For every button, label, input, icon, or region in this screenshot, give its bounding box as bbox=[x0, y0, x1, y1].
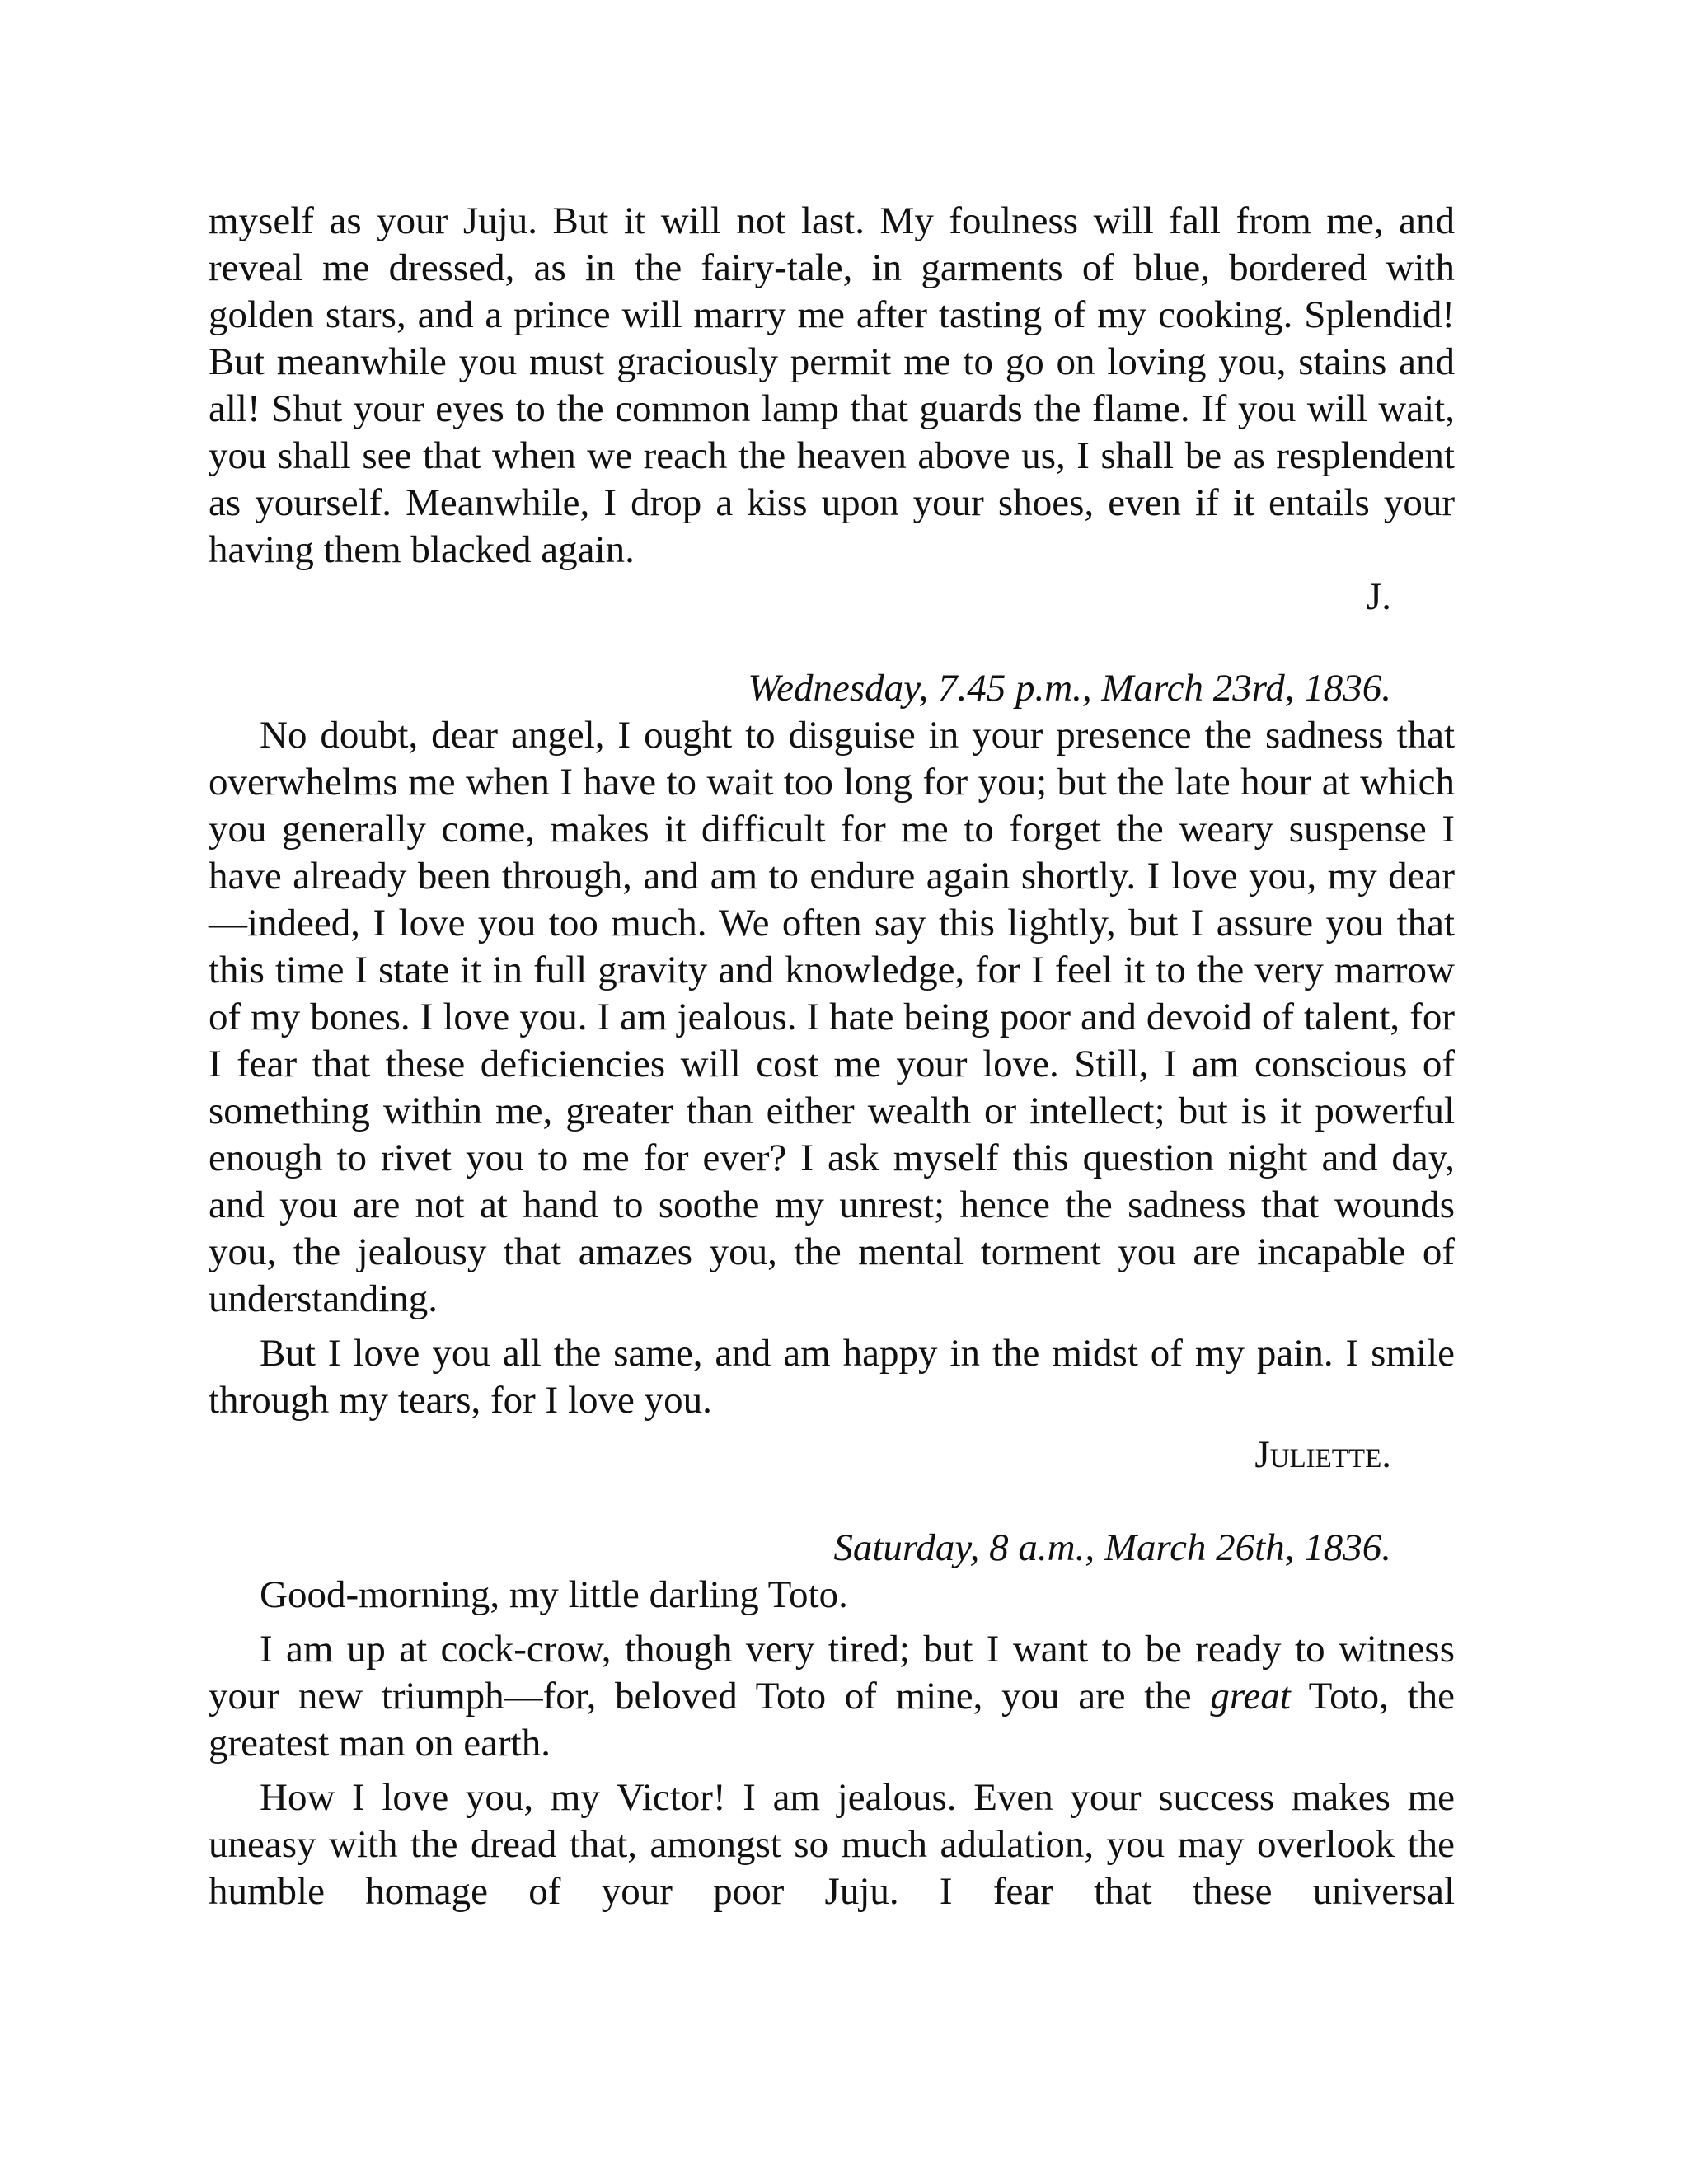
letter2-signature: Juliette. bbox=[1254, 1433, 1391, 1476]
letter3-paragraph-3: How I love you, my Victor! I am jealous. Even your success makes me uneasy with the dread that, amongst so much adulation, you may overlook the humble homage of your poor Juju. I fear that these universal bbox=[209, 1776, 1455, 1913]
letter3-paragraph-2 bbox=[209, 1626, 1455, 1767]
letter3-dateline: Saturday, 8 a.m., March 26th, 1836. bbox=[833, 1526, 1391, 1569]
letter1-signature: J. bbox=[1366, 575, 1391, 618]
letter1-continuation: myself as your Juju. But it will not last. My foulness will fall from me, and reveal me dressed, as in the fairy-tale, in garments of blue, bordered with golden stars, and a prince will marry me after tasting of my cooking. Splendid! But meanwhile you must graciously permit me to go on loving you, stains and all! Shut your eyes to the common lamp that guards the flame. If you will wait, you shall see that when we reach the heaven above us, I shall be as resplendent as yourself. Meanwhile, I drop a kiss upon your shoes, even if it entails your having them blacked again. bbox=[209, 199, 1455, 571]
letter3-paragraph-2-end: Toto, the greatest man on earth. bbox=[209, 1675, 1455, 1765]
letter2-paragraph-2: But I love you all the same, and am happy in the midst of my pain. I smile through my tears, for I love you. bbox=[209, 1332, 1455, 1422]
page-text bbox=[209, 198, 1455, 1915]
letter3-greeting: Good-morning, my little darling Toto. bbox=[260, 1573, 848, 1616]
letter3-emphasis-great: great bbox=[1210, 1675, 1291, 1718]
letter3-paragraph-2-start: I am up at cock-crow, though very tired; but I want to be ready to witness your new triumph—for, beloved Toto of mine, you are the bbox=[209, 1628, 1455, 1718]
letter2-paragraph-1: No doubt, dear angel, I ought to disguise in your presence the sadness that overwhelms me when I have to wait too long for you; but the late hour at which you generally come, makes it difficult for me to forget the weary suspense I have already been through, and am to endure again shortly. I love you, my dear—indeed, I love you too much. We often say this lightly, but I assure you that this time I state it in full gravity and knowledge, for I feel it to the very marrow of my bones. I love you. I am jealous. I hate being poor and devoid of talent, for I fear that these deficiencies will cost me your love. Still, I am conscious of something within me, greater than either wealth or intellect; but is it powerful enough to rivet you to me for ever? I ask myself this question night and day, and you are not at hand to soothe my unrest; hence the sadness that wounds you, the jealousy that amazes you, the mental torment you are incapable of understanding. bbox=[209, 714, 1455, 1320]
letter2-dateline: Wednesday, 7.45 p.m., March 23rd, 1836. bbox=[748, 667, 1391, 710]
